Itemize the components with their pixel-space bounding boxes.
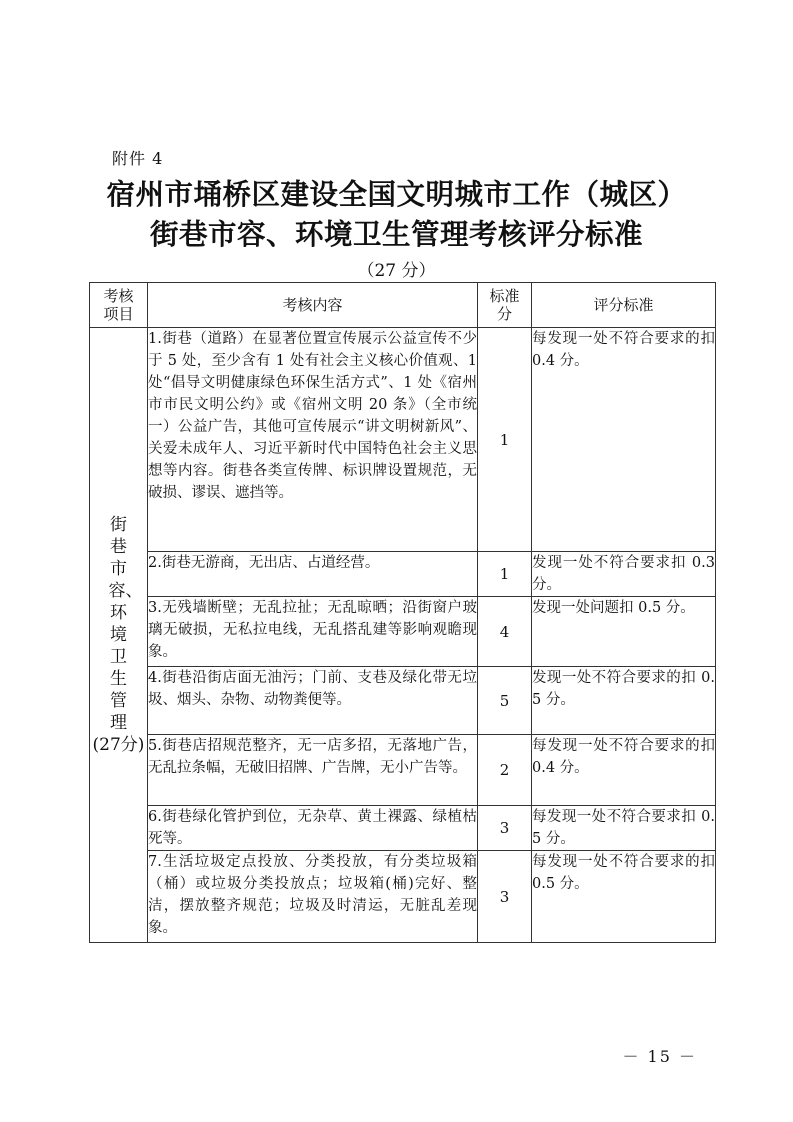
row-criteria: 每发现一处不符合要求的扣 0.5 分。 <box>532 851 716 943</box>
table-row <box>90 552 716 597</box>
row-content: 3.无残墙断壁；无乱拉扯；无乱晾晒；沿街窗户玻璃无破损，无私拉电线，无乱搭乱建等影响观瞻现象。 <box>148 597 478 667</box>
table-row <box>90 328 716 552</box>
header-category: 考核项目 <box>90 283 148 328</box>
category-score: (27分) <box>92 735 145 755</box>
row-points: 1 <box>478 328 532 552</box>
row-content: 6.街巷绿化管护到位，无杂草、黄土裸露、绿植枯死等。 <box>148 806 478 851</box>
row-content: 2.街巷无游商，无出店、占道经营。 <box>148 552 478 597</box>
row-criteria: 发现一处问题扣 0.5 分。 <box>532 597 716 667</box>
row-content: 5.街巷店招规范整齐，无一店多招，无落地广告，无乱拉条幅，无破旧招牌、广告牌，无小广告等。 <box>148 735 478 806</box>
document-title-line-2: 街巷市容、环境卫生管理考核评分标准 <box>149 218 643 251</box>
table-header-row <box>90 283 716 328</box>
row-criteria: 发现一处不符合要求扣 0.3 分。 <box>532 552 716 597</box>
table-row <box>90 806 716 851</box>
total-score: （27 分） <box>357 261 436 281</box>
document-title-line-1: 宿州市埇桥区建设全国文明城市工作（城区） <box>106 178 687 211</box>
scoring-table <box>89 282 716 943</box>
row-points: 4 <box>478 597 532 667</box>
row-criteria: 每发现一处不符合要求扣 0.5 分。 <box>532 806 716 851</box>
attachment-label: 附件 4 <box>112 149 164 168</box>
row-points: 3 <box>478 806 532 851</box>
table-row <box>90 851 716 943</box>
row-points: 5 <box>478 667 532 735</box>
table-row <box>90 597 716 667</box>
header-points: 标准分 <box>478 283 532 328</box>
row-points: 3 <box>478 851 532 943</box>
page-number: － 15 － <box>622 1047 697 1066</box>
row-content: 7.生活垃圾定点投放、分类投放，有分类垃圾箱（桶）或垃圾分类投放点；垃圾箱(桶)完好、整洁，摆放整齐规范；垃圾及时清运，无脏乱差现象。 <box>148 851 478 943</box>
row-criteria: 每发现一处不符合要求的扣 0.4 分。 <box>532 328 716 552</box>
header-criteria: 评分标准 <box>532 283 716 328</box>
table-row <box>90 667 716 735</box>
table-row <box>90 735 716 806</box>
header-content: 考核内容 <box>148 283 478 328</box>
row-content: 4.街巷沿街店面无油污；门前、支巷及绿化带无垃圾、烟头、杂物、动物粪便等。 <box>148 667 478 735</box>
row-points: 2 <box>478 735 532 806</box>
row-content: 1.街巷（道路）在显著位置宣传展示公益宣传不少于 5 处，至少含有 1 处有社会主义核心价值观、1 处“倡导文明健康绿色环保生活方式”、1 处《宿州市市民文明公约》或《宿州文明 20 条》（全市统一）公益广告，其他可宣传展示“讲文明树新风”、关爱未成年人、习近平新时代中国特色社会主义思想等内容。街巷各类宣传牌、标识牌设置规范，无破损、谬误、遮挡等。 <box>148 328 478 552</box>
row-criteria: 每发现一处不符合要求的扣 0.4 分。 <box>532 735 716 806</box>
category-name: 街巷市容、环境卫生管理 <box>108 515 143 733</box>
category-cell <box>90 328 148 943</box>
row-points: 1 <box>478 552 532 597</box>
row-criteria: 发现一处不符合要求的扣 0.5 分。 <box>532 667 716 735</box>
